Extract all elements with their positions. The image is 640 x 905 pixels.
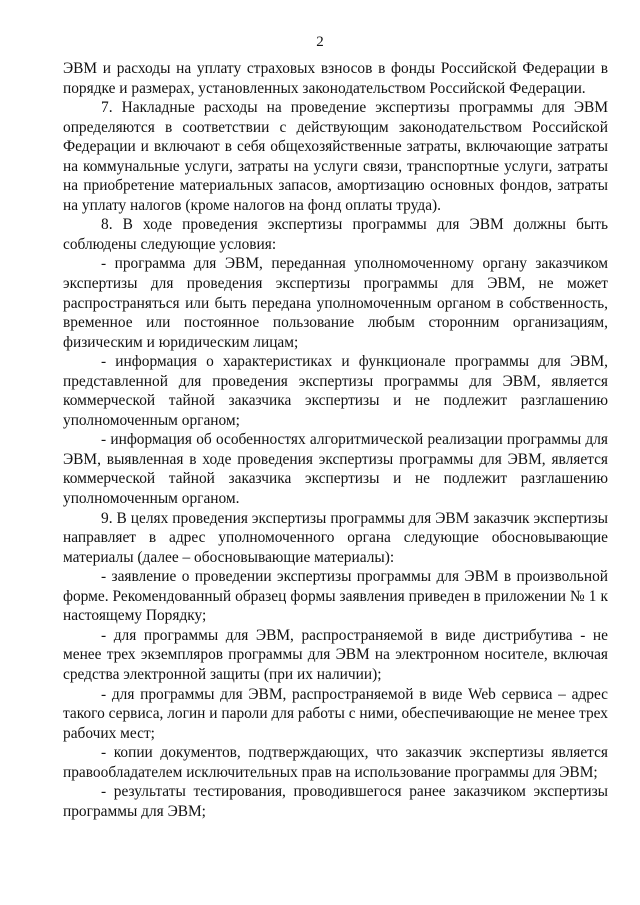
list-item-material-5: - результаты тестирования, проводившегося ранее заказчиком экспертизы программы для ЭВМ; — [63, 783, 608, 820]
list-item-material-1: - заявление о проведении экспертизы программы для ЭВМ в произвольной форме. Рекомендованный образец формы заявления приведен в приложении № 1 к настоящему Порядку; — [63, 568, 608, 625]
paragraph-item-8: 8. В ходе проведения экспертизы программы для ЭВМ должны быть соблюдены следующие условия: — [63, 216, 608, 253]
paragraph-item-9: 9. В целях проведения экспертизы программы для ЭВМ заказчик экспертизы направляет в адрес уполномоченного органа следующие обосновывающие материалы (далее – обосновывающие материалы): — [63, 509, 608, 566]
list-item-material-4: - копии документов, подтверждающих, что заказчик экспертизы является правообладателем исключительных прав на использование программы для ЭВМ; — [63, 744, 608, 781]
list-item-material-3: - для программы для ЭВМ, распространяемой в виде Web сервиса – адрес такого сервиса, логин и пароли для работы с ними, обеспечивающие не менее трех рабочих мест; — [63, 685, 608, 742]
document-body — [63, 59, 608, 821]
page-number: 2 — [316, 34, 324, 50]
list-item-material-2: - для программы для ЭВМ, распространяемой в виде дистрибутива - не менее трех экземпляров программы для ЭВМ на электронном носителе, включая средства электронной защиты (при их наличии); — [63, 626, 608, 683]
paragraph-item-7: 7. Накладные расходы на проведение экспертизы программы для ЭВМ определяются в соответствии с действующим законодательством Российской Федерации и включают в себя общехозяйственные затраты, включающие затраты на коммунальные услуги, затраты на услуги связи, транспортные услуги, затраты на приобретение материальных запасов, амортизацию основных фондов, затраты на уплату налогов (кроме налогов на фонд оплаты труда). — [63, 99, 608, 214]
list-item-condition-3: - информация об особенностях алгоритмической реализации программы для ЭВМ, выявленная в ходе проведения экспертизы программы для ЭВМ, является коммерческой тайной заказчика экспертизы и не подлежит разглашению уполномоченным органом. — [63, 431, 608, 508]
list-item-condition-2: - информация о характеристиках и функционале программы для ЭВМ, представленной для проведения экспертизы программы для ЭВМ, является коммерческой тайной заказчика экспертизы и не подлежит разглашению уполномоченным органом; — [63, 353, 608, 429]
paragraph-continuation: ЭВМ и расходы на уплату страховых взносов в фонды Российской Федерации в порядке и размерах, установленных законодательством Российской Федерации. — [63, 60, 608, 97]
list-item-condition-1: - программа для ЭВМ, переданная уполномоченному органу заказчиком экспертизы для проведения экспертизы программы для ЭВМ, не может распространяться или быть передана уполномоченным органом в собственность, временное или постоянное пользование любым сторонним организациям, физическим и юридическим лицам; — [63, 255, 608, 351]
